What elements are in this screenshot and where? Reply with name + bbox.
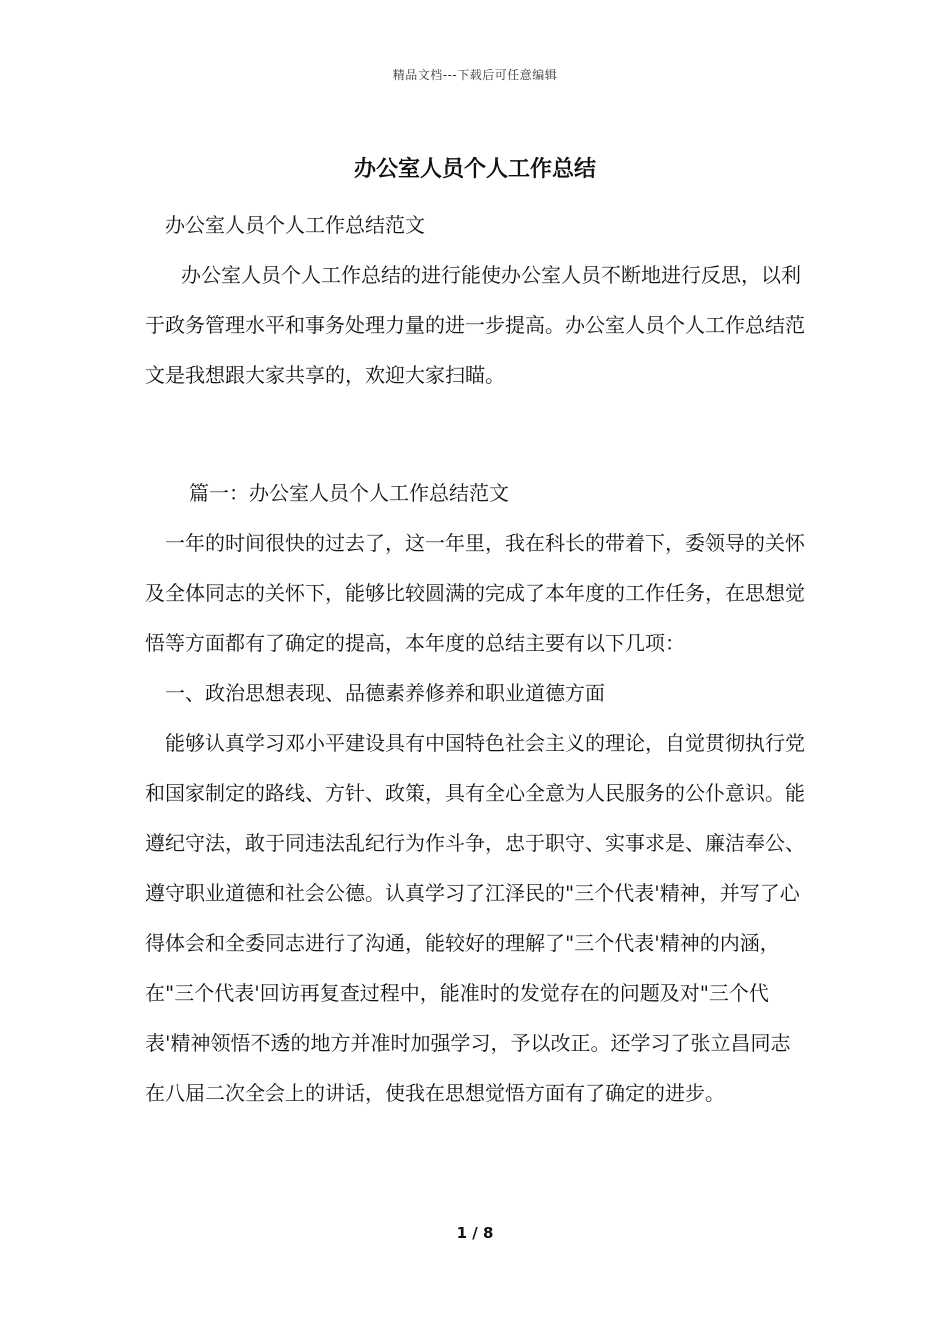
- chapter-heading: 篇一：办公室人员个人工作总结范文: [189, 481, 509, 505]
- document-title: 办公室人员个人工作总结: [353, 157, 596, 182]
- document-body: [145, 200, 810, 1118]
- document-subtitle: 办公室人员个人工作总结范文: [165, 213, 425, 237]
- spacer: [145, 400, 810, 468]
- page-number: 1 / 8: [456, 1224, 494, 1242]
- section-heading-1: 一、政治思想表现、品德素养修养和职业道德方面: [165, 681, 605, 705]
- body-paragraph-2: 能够认真学习邓小平建设具有中国特色社会主义的理论，自觉贯彻执行党和国家制定的路线、方针、政策，具有全心全意为人民服务的公仆意识。能遵纪守法，敢于同违法乱纪行为作斗争，忠于职守、实事求是、廉洁奉公、遵守职业道德和社会公德。认真学习了江泽民的"三个代表'精神，并写了心得体会和全委同志进行了沟通，能较好的理解了"三个代表'精神的内涵，在"三个代表'回访再复查过程中，能准时的发觉存在的问题及对"三个代表'精神领悟不透的地方并准时加强学习，予以改正。还学习了张立昌同志在八届二次全会上的讲话，使我在思想觉悟方面有了确定的进步。: [145, 731, 805, 1105]
- body-paragraph-1: 一年的时间很快的过去了，这一年里，我在科长的带着下，委领导的关怀及全体同志的关怀下，能够比较圆满的完成了本年度的工作任务，在思想觉悟等方面都有了确定的提高，本年度的总结主要有以下几项：: [145, 531, 805, 655]
- page-header: 精品文档---下载后可任意编辑: [392, 68, 558, 82]
- intro-paragraph: 办公室人员个人工作总结的进行能使办公室人员不断地进行反思，以利于政务管理水平和事务处理力量的进一步提高。办公室人员个人工作总结范文是我想跟大家共享的，欢迎大家扫瞄。: [145, 263, 805, 387]
